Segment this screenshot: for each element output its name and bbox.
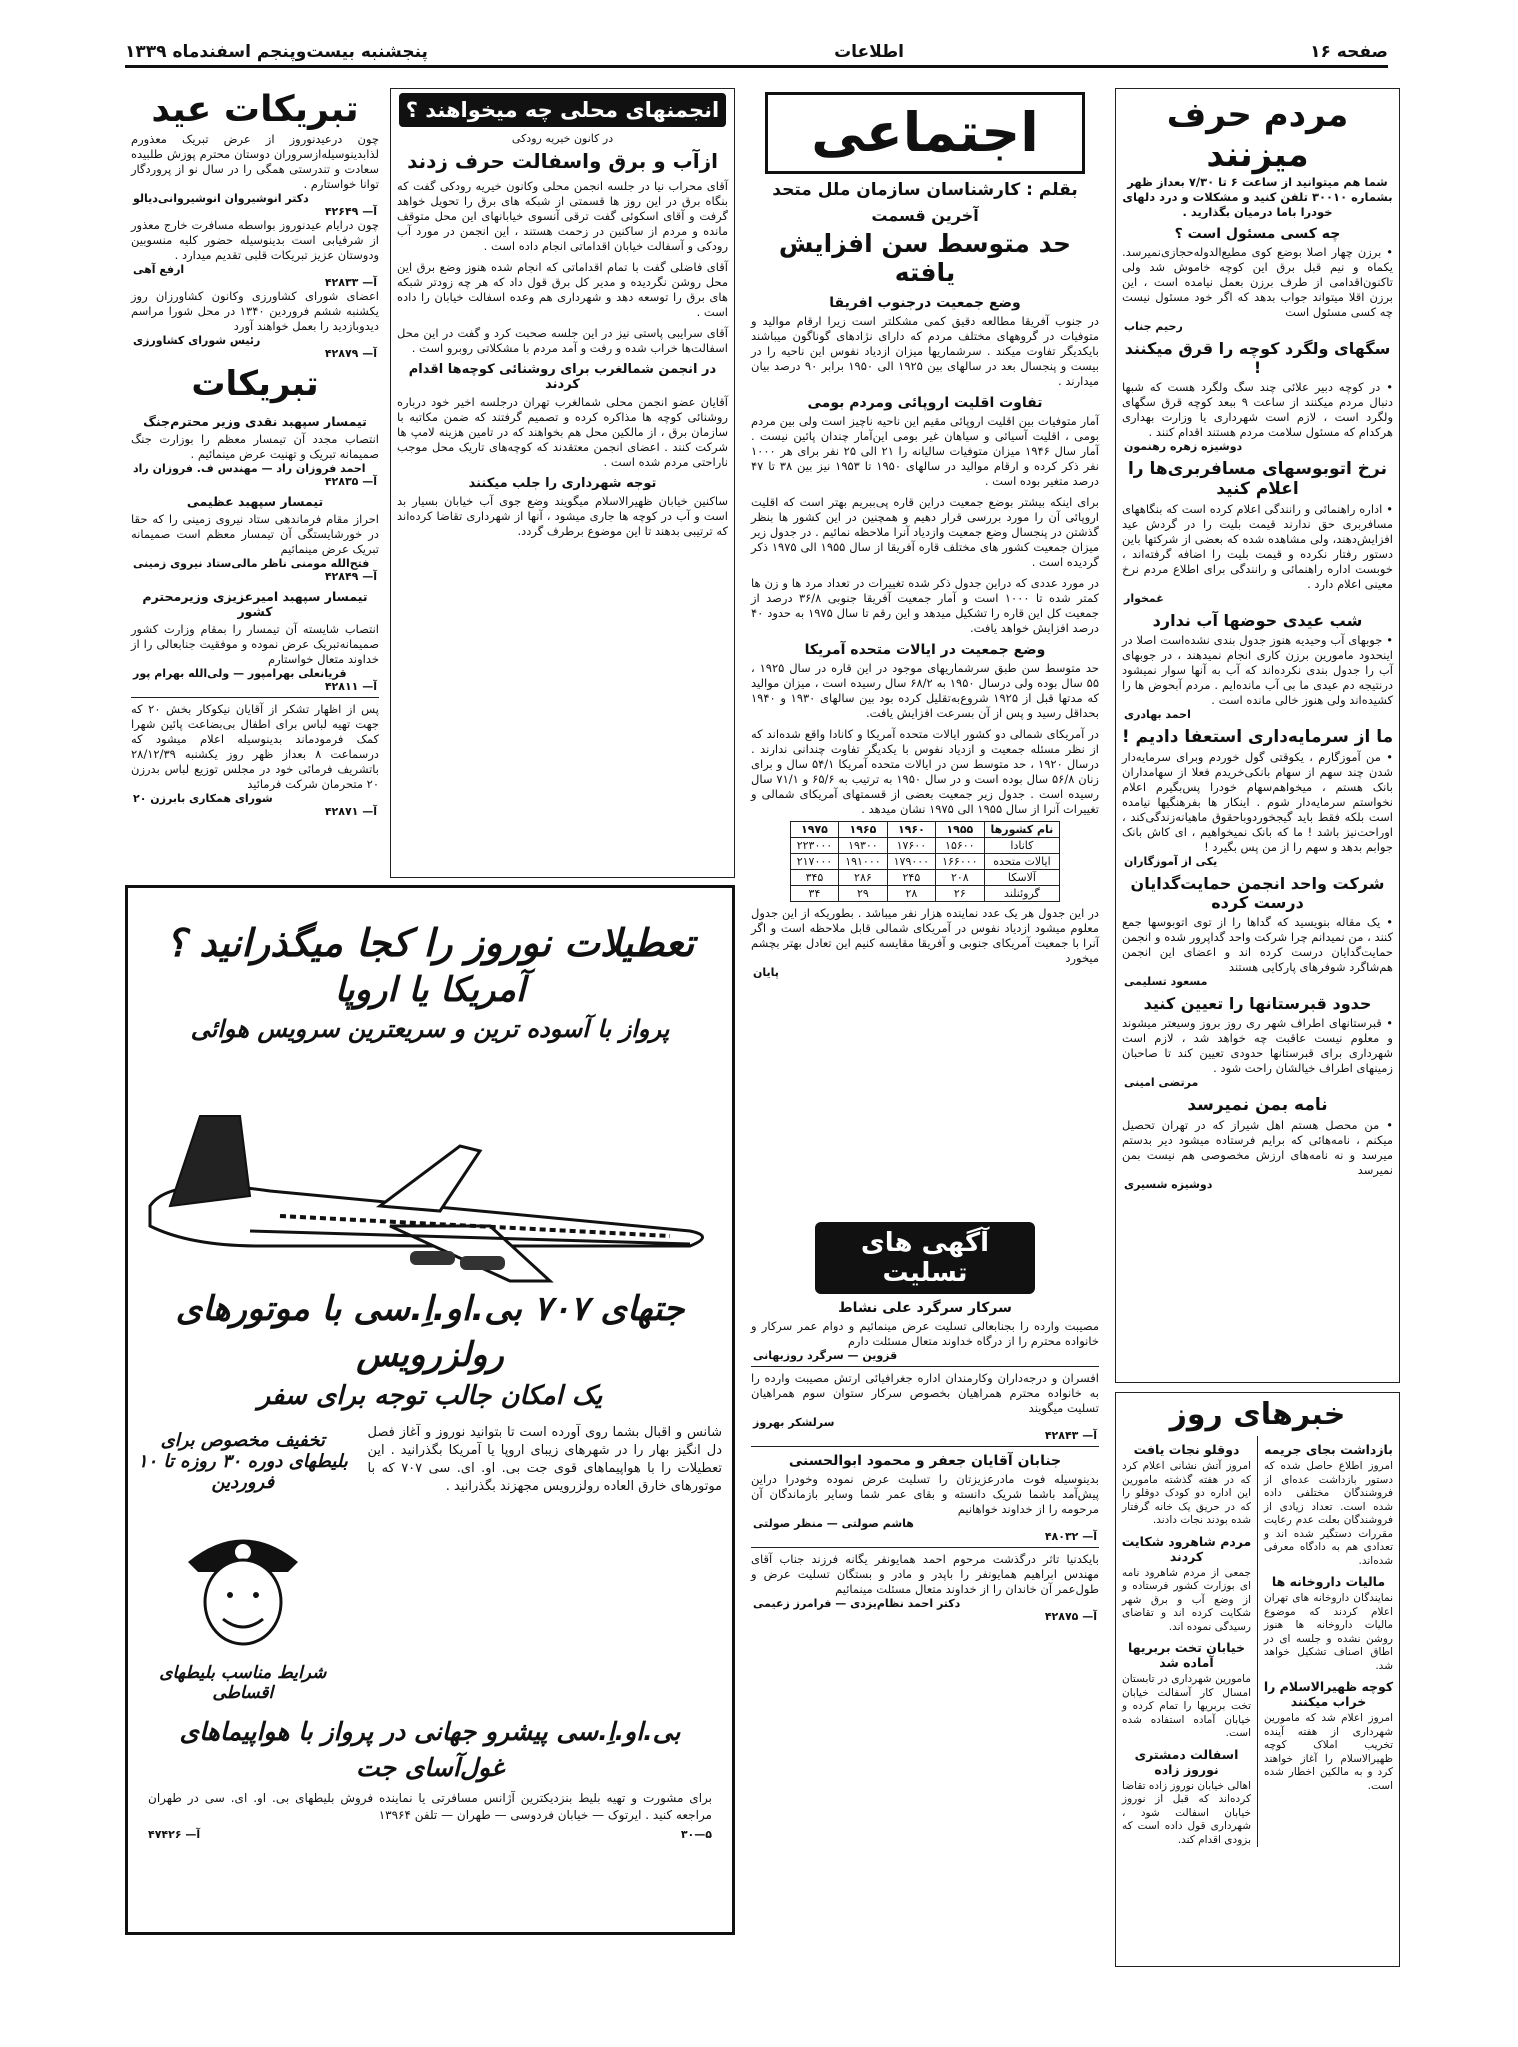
item-signature: یکی از آموزگاران	[1124, 855, 1218, 868]
divider	[131, 697, 379, 698]
table-cell: آلاسکا	[984, 870, 1060, 886]
condolence-signature: هاشم صولتی — منظر صولتی	[753, 1517, 914, 1530]
news-title: مالیات داروخانه ها	[1271, 1574, 1386, 1589]
table-cell: ۲۴۵	[887, 870, 935, 886]
pilot-eye	[253, 1592, 259, 1598]
jet-engine	[460, 1256, 505, 1270]
table-cell: ۱۹۱۰۰۰	[839, 854, 887, 870]
news-body: مامورین شهرداری در تابستان امسال کار آسفالت خیابان تخت بربریها را تمام کرده و خیابان آماده استفاده شده است.	[1122, 1673, 1251, 1739]
ad-tagline: پرواز با آسوده ترین و سریعترین سرویس هوائی	[190, 1015, 670, 1043]
article-subhead: توجه شهرداری را جلب میکنند	[468, 476, 657, 491]
article-part: آخرین قسمت	[871, 206, 979, 225]
article-paragraph: آقای محراب نیا در جلسه انجمن محلی وکانون خیریه رودکی گفت که بنگاه برق در این روز ها قسمتی از شبکه های برق را تحویل خواهد گرفت و آقای اسکوئی گفت ترقی آنسوی خیابانهای این محل متوقف مانده و مردم از ساکنین در زحمت هستند ، این انجمن در مورد آب رودکی و آسفالت خیابان اقداماتی انجام داده است .	[397, 179, 728, 253]
item-title: سگهای ولگرد کوچه را قرق میکنند !	[1124, 339, 1391, 377]
item-body: • یک مقاله بنویسید که گداها را از توی اتوبوسها جمع کنند ، من نمیدانم چرا شرکت واحد گداپرور شده و انجمن حمایت‌گدایان درست کرده اند و اعضای این انجمن هم‌شاگرد شوفرهای پارکایی هستند	[1122, 915, 1393, 974]
table-cell: ۲۸	[887, 886, 935, 902]
social-masthead: اجتماعی	[811, 101, 1039, 164]
congrats-title: تیمسار سپهبد عظیمی	[186, 494, 324, 509]
article-paragraph: آقایان عضو انجمن محلی شمالغرب تهران درجلسه اخیر خود درباره روشنائی کوچه ها مذاکره کرده و تصمیم گرفتند که ضمن مکاتبه با سازمان برق ، از مالکین محل هم بخواهند که در تامین هزینه لامپ ها شرکت کنند . اعضای انجمن معتقدند که کوچه‌های تاریک محل موجب ناراحتی مردم شده است .	[397, 395, 728, 469]
table-cell: گروئنلند	[984, 886, 1060, 902]
article-byline: بقلم : کارشناسان سازمان ملل متحد	[772, 180, 1078, 200]
table-header: ۱۹۶۵	[839, 822, 887, 838]
article-subhead: وضع جمعیت در ایالات متحده آمریکا	[804, 642, 1046, 658]
ad-code: آ— ۴۸۰۳۲	[1044, 1530, 1097, 1543]
item-title: شب عیدی حوضها آب ندارد	[1152, 611, 1363, 630]
ad-code: آ— ۴۷۴۲۶	[148, 1828, 201, 1841]
article-paragraph: آمار متوفیات بین اقلیت اروپائی مقیم این ناحیه ناچیز است ولی بین مردم بومی ، اقلیت آسیائی و سیاهان غیر بومی این‌آمار چندان پائین نیست . آمار سال ۱۹۴۶ میزان متوفیات سالیانه را ۲۱ الی ۲۵ نفر برای هر ۱۰۰۰ نفر ذکر کرده و ارقام موالید در سالهای ۱۹۵۰ تا ۱۹۵۳ نیز بین ۳۸ تا ۴۷ درصد متغیر بوده است .	[751, 414, 1099, 488]
article-paragraph: آقای فاضلی گفت با تمام اقداماتی که انجام شده هنوز وضع برق این محل روشن نگردیده و مدیر کل برق قول داد که هر چه زودتر شبکه های برق را توسعه دهد و شهرداری هم وعده اسفالت خیابان را داده است .	[397, 260, 728, 319]
condolence-body: افسران و درجه‌داران وکارمندان اداره جغرافیائی ارتش مصیبت وارده را به خانواده محترم همراهیان بخصوص سرکار ستوان سوم همراهیان تسلیت میگویند	[751, 1371, 1099, 1415]
condolence-name: جنابان آقایان جعفر و محمود ابوالحسنی	[788, 1453, 1062, 1469]
condolence-signature: قزوین — سرگرد روزبهانی	[753, 1349, 898, 1362]
item-title: نرخ اتوبوسهای مسافربری‌ها را اعلام کنید	[1127, 459, 1388, 499]
table-header: ۱۹۷۵	[790, 822, 838, 838]
divider	[751, 1547, 1099, 1548]
congrats-signature: احمد فروزان راد — مهندس ف. فروزان راد	[133, 462, 366, 475]
daily-news-box	[1115, 1392, 1400, 1967]
pilot-eye	[227, 1592, 233, 1598]
table-header: ۱۹۵۵	[936, 822, 984, 838]
ad-subline: یک امکان جالب توجه برای سفر	[257, 1381, 603, 1411]
congratulations-masthead: تبریکات	[191, 364, 319, 404]
item-title: چه کسی مسئول است ؟	[1174, 226, 1341, 242]
item-signature: مسعود تسلیمی	[1124, 975, 1208, 988]
table-cell: ۲۹	[839, 886, 887, 902]
news-title: خیابان تخت بربریها آماده شد	[1127, 1640, 1246, 1670]
table-cell: ۱۹۳۰۰	[839, 838, 887, 854]
divider	[751, 1446, 1099, 1447]
article-paragraph: حد متوسط سن طبق سرشماریهای موجود در این قاره در سال ۱۹۲۵ ، ۵۵ سال بوده ولی درسال ۱۹۵۰ به ۶۸/۲ سال رسیده است ، میزان موالید که مدتها قبل از ۱۹۲۵ شروع‌به‌تقلیل کرده بود بین سالهای ۱۹۳۰ و ۱۹۴۰ بحداقل رسید و پس از آن بسرعت افزایش یافت.	[751, 661, 1099, 720]
condolence-signature: سرلشکر بهروز	[753, 1416, 835, 1429]
item-body: • قبرستانهای اطراف شهر ری روز بروز وسیعتر میشوند و معلوم نیست عاقبت چه خواهد شد ، لازم است شهرداری برای قبرستانها حدودی تعیین کند تا صاحبان زمینهای اطراف خیالشان راحت شود .	[1122, 1016, 1393, 1075]
article-subhead: وضع جمعیت درجنوب افریقا	[829, 295, 1021, 311]
greeting-signature: ارفع آهی	[133, 263, 185, 276]
pilot-portrait-illustration	[168, 1507, 318, 1657]
item-signature: غمخوار	[1124, 592, 1164, 605]
ad-contact: برای مشورت و تهیه بلیط بنزدیکترین آژانس مسافرتی یا نماینده فروش بلیطهای بی. او. ای. سی در طهران مراجعه کنید . ایرتوک — خیابان فردوسی — طهران — تلفن ۱۳۹۶۴	[148, 1791, 712, 1822]
condolence-body: بایکدنیا تاثر درگذشت مرحوم احمد همایونفر یگانه فرزند جناب آقای مهندس ابراهیم همایونفر را باپدر و مادر و بستگان تسلیت عرض و طول‌عمر آن خاندان را از خداوند متعال مسئلت مینمائیم	[751, 1552, 1099, 1596]
item-title: نامه بمن نمیرسد	[1187, 1095, 1328, 1115]
item-body: • جوبهای آب وحیدیه هنوز جدول بندی نشده‌است اصلا در اینحدود مامورین برزن کاری انجام نمیدهند ، در جوبهای آب را جدول بندی نکرده‌اند که آب به آنها سوار نمیشود درنتیجه دم عیدی ما بی آب مانده‌ایم . مردم آبحوض ها را کشیده‌اند ولی هنوز خالی مانده است .	[1122, 633, 1393, 707]
table-row	[790, 886, 1060, 902]
boac-advertisement	[125, 885, 735, 1935]
article-paragraph: برای اینکه بیشتر بوضع جمعیت دراین قاره پی‌ببریم بهتر است که اقلیت اروپائی آن را مورد بررسی قرار دهیم و همچنین در این کشور ها بنظر گذشتن در پنجسال وضع جمعیت وازدیاد آنرا ملاحظه نمائیم . در جدول زیر میزان جمعیت کشور های مختلف قاره آفریقا از سال ۱۹۵۵ الی ۱۹۷۵ ذکر گردیده است .	[751, 495, 1099, 569]
congrats-body: احراز مقام فرماندهی ستاد نیروی زمینی را که حقا در خورشایستگی آن تیمسار معظم است صمیمانه تبریک عرض مینمائیم	[131, 512, 379, 556]
congrats-body: انتصاب شایسته آن تیمسار را بمقام وزارت کشور صمیمانه‌تبریک عرض نموده و موفقیت جنابعالی را از خداوند متعال خواستارم	[131, 622, 379, 666]
item-signature: رحیم جناب	[1124, 320, 1183, 333]
people-speak-masthead: مردم حرف میزنند	[1166, 95, 1349, 175]
ad-code: ۵—۳۰	[680, 1828, 712, 1841]
congrats-title: تیمسار سپهبد نقدی وزیر محترم‌جنگ	[143, 414, 367, 429]
item-body: • اداره راهنمائی و رانندگی اعلام کرده است که بنگاههای مسافربری حق ندارند قیمت بلیت را در گردش عید افزایش‌دهند، ولی مشاهده شده که بعضی از شرکتها باین دستور رفتار نکرده و قیمت بلیت را اضافه گرفته‌اند ، خوبست اداره راهنمائی و رانندگی برای اطلاع مردم نرخ معینی اعلام دارد .	[1122, 502, 1393, 591]
ad-code: آ— ۴۲۸۱۱	[324, 680, 377, 693]
news-body: امروز آتش نشانی اعلام کرد که در هفته گذشته مامورین این اداره دو کودک دوقلو را که در حریق یک خانه گرفتار شده بودند نجات دادند.	[1122, 1460, 1251, 1526]
condolence-title: آگهی های تسلیت	[860, 1228, 990, 1288]
condolence-name: سرکار سرگرد علی نشاط	[838, 1300, 1012, 1316]
item-title: حدود قبرستانها را تعیین کنید	[1143, 994, 1372, 1013]
table-cell: ۲۰۸	[936, 870, 984, 886]
article-subhead: در انجمن شمالغرب برای روشنائی کوچه‌ها اقدام کردند	[408, 362, 717, 392]
article-paragraph: در آمریکای شمالی دو کشور ایالات متحده آمریکا و کانادا واقع شده‌اند که از نظر مسئله جمعیت و ازدیاد نفوس با یکدیگر تفاوت چندانی ندارند . درسال ۱۹۲۰ ، حد متوسط سن در ایالات متحده آمریکا ۵۴/۱ سال و برای زنان ۵۶/۸ سال بوده است و در سال ۱۹۵۰ به ترتیب به ۶۵/۶ و ۷۱/۱ سال رسیده است . جدول زیر جمعیت بعضی از قسمتهای آمریکای شمالی و تغییرات آنرا از سال ۱۹۵۵ الی ۱۹۷۵ نشان میدهد .	[751, 727, 1099, 816]
table-cell: ۱۷۶۰۰	[887, 838, 935, 854]
jet-tail-fin	[170, 1116, 250, 1206]
people-speak-intro: شما هم میتوانید از ساعت ۶ تا ۷/۳۰ بعداز ظهر بشماره ۳۰۰۱۰ تلفن کنید و مشکلات و درد دلهای خودرا باما درمیان بگذارید .	[1122, 175, 1393, 219]
social-article-column	[745, 88, 1105, 1213]
thanks-notice-signature: شورای همکاری بابرزن ۲۰	[133, 792, 273, 805]
news-body: نمایندگان داروخانه های تهران اعلام کردند که موضوع مالیات داروخانه ها هنوز روشن نشده و جلسه ای در اطاق اصناف تشکیل خواهد شد.	[1264, 1592, 1393, 1672]
table-cell: کانادا	[984, 838, 1060, 854]
news-body: اهالی خیابان نوروز زاده تقاضا کرده‌اند که قبل از نوروز خیابان اسفالت شود ، شهرداری قول داده است که بزودی اقدام کند.	[1122, 1779, 1251, 1846]
congrats-signature: قریانعلی بهرامپور — ولی‌الله بهرام پور	[133, 667, 347, 680]
condolence-body: بدینوسیله فوت مادرعزیزتان را تسلیت عرض نموده وخودرا دراین پیش‌آمد باشما شریک دانسته و بقای عمر شما وسایر بازماندگان آن مرحومه را از خداوند خواهانیم	[751, 1472, 1099, 1516]
congrats-title: تیمسار سپهبد امیرعزیزی وزیرمحترم کشور	[142, 589, 368, 619]
ad-installments: شرایط مناسب بلیطهای اقساطی	[159, 1663, 327, 1703]
social-masthead-box	[765, 92, 1085, 174]
item-signature: دوشیزه زهره رهنمون	[1124, 440, 1243, 453]
divider	[751, 1366, 1099, 1367]
population-table	[790, 821, 1061, 902]
table-cell: ۲۶	[936, 886, 984, 902]
item-body: • من محصل هستم اهل شیراز که در تهران تحصیل میکنم ، نامه‌هائی که برایم فرستاده میشود دیر بدستم میرسد و نه نامه‌های ارزش مخصوصی هم نیست بمن نمیرسد	[1122, 1118, 1393, 1177]
page-number: صفحه ۱۶	[1310, 41, 1388, 62]
ad-code: آ— ۴۲۸۷۱	[324, 805, 377, 818]
table-cell: ۳۴۵	[790, 870, 838, 886]
greeting-signature: دکتر انوشیروان انوشیروانی‌دیالو	[133, 192, 309, 205]
article-kicker: در کانون خیریه رودکی	[511, 132, 614, 145]
jet-engine	[410, 1251, 455, 1265]
news-title: کوچه ظهیرالاسلام را خراب میکنند	[1263, 1679, 1394, 1709]
ad-code: آ— ۴۲۸۳۵	[324, 475, 377, 488]
ad-code: آ— ۴۲۸۳۳	[324, 276, 377, 289]
article-subhead: تفاوت اقلیت اروپائی ومردم بومی	[807, 395, 1043, 411]
news-title: بازداشت بجای جریمه	[1264, 1442, 1393, 1457]
news-title: مردم شاهرود شکایت کردند	[1121, 1533, 1252, 1564]
news-title: دوقلو نجات یافت	[1133, 1442, 1240, 1457]
table-cell: ۱۵۶۰۰	[936, 838, 984, 854]
jet-airplane-illustration	[130, 1056, 730, 1286]
issue-date: پنجشنبه بیست‌وپنجم اسفندماه ۱۳۳۹	[125, 41, 428, 62]
table-cell: ۲۱۷۰۰۰	[790, 854, 838, 870]
article-end: پایان	[753, 966, 779, 979]
councils-banner	[399, 93, 726, 127]
table-cell: ۱۷۹۰۰۰	[887, 854, 935, 870]
table-header-row	[790, 822, 1060, 838]
greeting-body: اعضای شورای کشاورزی وکانون کشاورزان روز یکشنبه ششم فروردین ۱۳۴۰ در محل شورا مراسم دیدوبازدید را بعمل خواهند آورد	[131, 289, 379, 333]
ad-code: آ— ۴۲۶۴۹	[324, 205, 377, 218]
condolence-banner	[815, 1222, 1035, 1294]
table-cell: ۱۶۶۰۰۰	[936, 854, 984, 870]
congratulations-column	[125, 88, 385, 878]
article-paragraph: ساکنین خیابان ظهیرالاسلام میگویند وضع جوی آب خیابان بسیار بد است و آب در کوچه ها جاری میشود ، آنها از شهرداری تقاضا کرده‌اند که ترتیبی بدهند تا این موضوع برطرف گردد.	[397, 494, 728, 538]
newspaper-name: اطلاعات	[834, 41, 904, 62]
ad-jet-line: جتهای ۷۰۷ بی.او.اِ.سی با موتورهای رولزرویس	[175, 1289, 685, 1375]
table-cell: ۲۲۳۰۰۰	[790, 838, 838, 854]
table-cell: ۳۴	[790, 886, 838, 902]
ad-slogan: بی.او.اِ.سی پیشرو جهانی در پرواز با هواپیماهای غول‌آسای جت	[179, 1717, 681, 1782]
page-header	[125, 38, 1388, 68]
condolence-section	[745, 1218, 1105, 1978]
article-headline: حد متوسط سن افزایش یافته	[778, 229, 1072, 287]
item-title: ما از سرمایه‌داری استعفا دادیم !	[1121, 727, 1394, 747]
eid-greetings-masthead: تبریکات عید	[151, 89, 359, 130]
article-paragraph: در مورد عددی که دراین جدول ذکر شده تغییرات در تعداد مرد ها و زن ها کمتر شده تا ۱۰۰۰ است و آمار جمعیت آفریقا جنوبی ۳۶/۸ درصد از جمعیت کل این قاره را تشکیل میدهد و این رقم تا سال ۱۹۷۵ به حدود ۴۰ درصد افزایش خواهد یافت.	[751, 576, 1099, 635]
condolence-signature: دکتر احمد نظام‌یزدی — فرامرز زعیمی	[753, 1597, 961, 1610]
ad-code: آ— ۴۲۸۷۹	[324, 347, 377, 360]
ad-code: آ— ۴۲۸۴۹	[324, 570, 377, 583]
news-body: امروز اطلاع حاصل شده که دستور بازداشت عده‌ای از فروشندگان مختلفی داده شده است. تعداد زیادی از فروشندگان بعلت عدم رعایت مقررات دستگیر شده اند و تعدادی هم به دادگاه معرفی شده‌اند.	[1264, 1460, 1393, 1567]
jet-upper-wing	[380, 1146, 480, 1211]
item-signature: دوشیزه شسیری	[1124, 1178, 1213, 1191]
article-paragraph: در جنوب آفریقا مطالعه دقیق کمی مشکلتر است زیرا ارقام موالید و متوفیات در گروههای مختلف مردم که دارای نژادهای گوناگون میباشند بایکدیگر تفاوت میکند . سرشماریها میزان ازدیاد نفوس این ناحیه را در بیست و پنجسال بعد در سالهای بین ۱۹۲۵ الی ۱۹۵۰ برابر ۹۰ درصد بیان میدارند .	[751, 314, 1099, 388]
ad-discount: تخفیف مخصوص برای بلیطهای دوره ۳۰ روزه تا ۱۰ فروردین	[137, 1430, 348, 1493]
table-row	[790, 854, 1060, 870]
news-title: اسفالت دمشتری نوروز زاده	[1134, 1746, 1239, 1777]
article-paragraph: در این جدول هر یک عدد نماینده هزار نفر میباشد . بطوریکه از این جدول معلوم میشود ازدیاد نفوس در آمریکای شمالی قابل ملاحظه است و اگر آنرا با جمعیت آمریکای جنوبی و آفریقا مقایسه کنیم این تعادل بهتر بچشم میخورد	[751, 906, 1099, 965]
greeting-body: چون درعیدنوروز از عرض تبریک معذورم لذابدینوسیله‌ازسروران دوستان محترم پوزش طلبیده سعادت و تندرستی همگی را در سال نو از پروردگار توانا خواستارم .	[131, 132, 379, 191]
ad-code: آ— ۴۲۸۷۵	[1044, 1610, 1097, 1623]
pilot-face	[205, 1560, 281, 1644]
people-speak-column	[1115, 88, 1400, 1383]
news-body: امروز اعلام شد که مامورین شهرداری از هفته آینده تخریب املاک کوچه ظهیرالاسلام را آغاز خواهند کرد و به مالکین اخطار شده است.	[1264, 1712, 1393, 1792]
table-row	[790, 870, 1060, 886]
greeting-signature: رئیس شورای کشاورزی	[133, 334, 261, 347]
cap-badge	[234, 1543, 252, 1561]
article-paragraph: آقای سرایبی پاستی نیز در این جلسه صحبت کرد و گفت در این محل اسفالت‌ها خراب شده و رفت و آمد مردم با مشکلاتی روبرو است .	[397, 326, 728, 355]
table-header: ۱۹۶۰	[887, 822, 935, 838]
daily-news-title: خبرهای روز	[1169, 1397, 1346, 1432]
news-body: جمعی از مردم شاهرود نامه ای بوزارت کشور فرستاده و از وضع آب و برق شهر شکایت کرده اند و تقاضای رسیدگی نموده اند.	[1122, 1566, 1251, 1633]
table-cell: ۲۸۶	[839, 870, 887, 886]
table-cell: ایالات متحده	[984, 854, 1060, 870]
item-body: • در کوچه دبیر علائی چند سگ ولگرد هست که شبها دنبال مردم میکنند از ساعت ۹ ببعد کوچه قرق سگهای ولگرد است ، لازم است شهرداری یا وزارت بهداری هرکدام که مسئول سلامت مردم هستند اقدام کنند .	[1122, 380, 1393, 439]
ad-destinations: آمریکا یا اروپا	[334, 970, 526, 1010]
ad-body-copy: شانس و اقبال بشما روی آورده است تا بتوانید نوروز و آغاز فصل دل انگیز بهار را در شهرهای زیبای اروپا یا آمریکا بگذرانید . این تعطیلات را با هواپیماهای قوی جت بی. او. ای. سی ۷۰۷ که با موتورهای خارق العاده رولزرویس مجهزند بگذرانید .	[367, 1425, 722, 1494]
congrats-signature: فتح‌الله مومنی ناظر مالی‌ستاد نیروی زمینی	[133, 557, 370, 570]
condolence-body: مصیبت وارده را بجنابعالی تسلیت عرض مینمائیم و دوام عمر سرکار و خانواده محترم را از درگاه خداوند متعال مسئلت دارم	[751, 1319, 1099, 1348]
item-signature: مرتضی امینی	[1124, 1076, 1199, 1089]
item-body: • من آموزگارم ، یکوقتی گول خوردم وبرای سرمایه‌دار شدن چند سهم از سهام بانکی‌خریدم فعلا از سهامداران بانک هستم ، میخواهم‌سهام خودرا پس‌بگیرم اعلام نخواستم سرمایه‌دار شوم . اینکار ها بفرهنگیها نیامده است بلکه فقط باید گیجخوردوباحقوق ماهیانه‌زندگی‌کند ، اوراحت‌نیز باشد ! ما که بانک نمیخواهیم ، ای کاش بانک جوابم بدهد و سهم را از من پس بگیرد !	[1122, 750, 1393, 854]
table-header: نام کشورها	[984, 822, 1060, 838]
item-body: • برزن چهار اصلا بوضع کوی مطیع‌الدوله‌حجازی‌نمیرسد. یکماه و نیم قبل برق این کوچه خاموش شد ولی تاکنون‌اقدامی از طرف برزن بعمل نیامده است ، این برزن اقلا میتواند جواب بدهد که اگر خود مسئول نیست چه کسی مسئول است	[1122, 245, 1393, 319]
table-row	[790, 838, 1060, 854]
item-signature: احمد بهادری	[1124, 708, 1191, 721]
congrats-body: انتصاب مجدد آن تیمسار معظم را بوزارت جنگ صمیمانه تبریک و تهنیت عرض مینمائیم .	[131, 432, 379, 461]
local-councils-column	[390, 88, 735, 878]
ad-code: آ— ۴۲۸۴۳	[1044, 1429, 1097, 1442]
item-title: شرکت واحد انجمن حمایت‌گدایان درست کرده	[1130, 874, 1385, 912]
ad-headline: تعطیلات نوروز را کجا میگذرانید ؟	[165, 921, 695, 965]
councils-masthead: انجمنهای محلی چه میخواهند ؟	[405, 98, 720, 122]
greeting-body: چون درایام عیدنوروز بواسطه مسافرت خارج معذور از شرفیابی است بدینوسیله حضور کلیه منسوبین ودوستان عزیز تبریکات قلبی تقدیم میدارد .	[131, 218, 379, 262]
article-headline: ازآب و برق واسفالت حرف زدند	[407, 149, 718, 173]
thanks-notice-body: پس از اظهار تشکر از آقایان نیکوکار بخش ۲۰ که جهت تهیه لباس برای اطفال بی‌بضاعت پائین شهرا کمک فرمودماند بدینوسیله اعلام میشود که درسماعت ۸ بعداز ظهر روز یکشنبه ۲۸/۱۲/۳۹ باتشریف فرمائی خود در مجلس توزیع لباس بدرزن ۲۰ متحرمان شرکت فرمائید	[131, 702, 380, 791]
